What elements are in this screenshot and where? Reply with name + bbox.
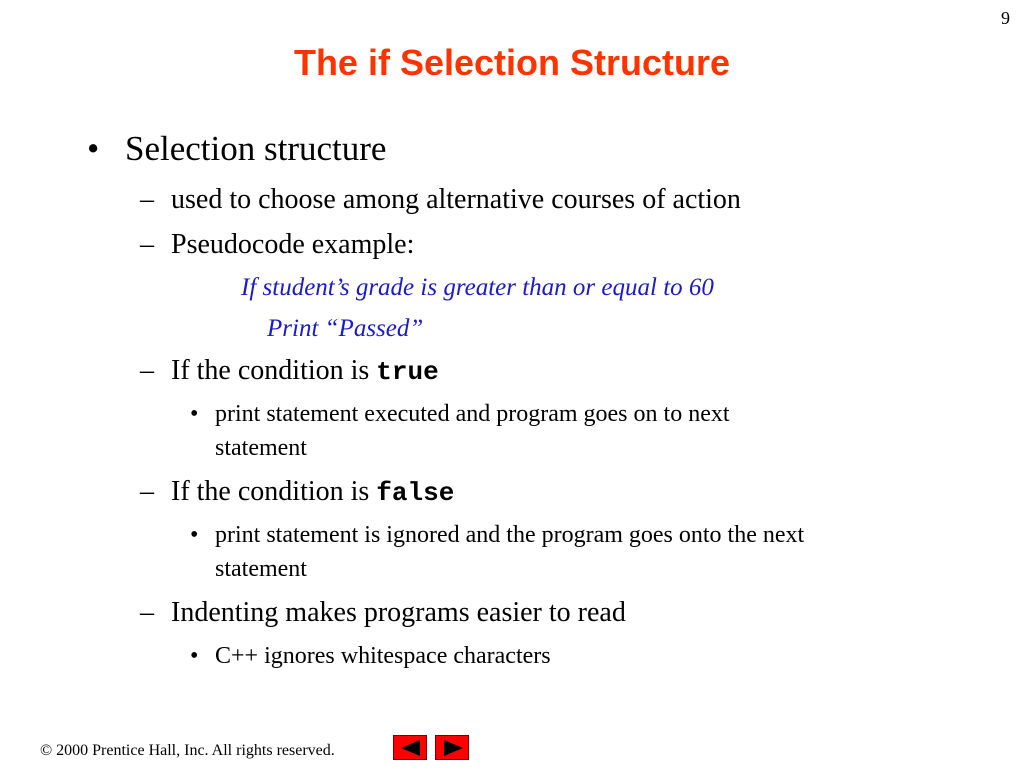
bullet-indenting: Indenting makes programs easier to read (171, 597, 626, 628)
if-false-prefix: If the condition is (171, 476, 377, 507)
sub-bullet-marker: • (190, 401, 199, 427)
arrow-right-icon (444, 740, 463, 756)
pseudocode-line-condition: If student’s grade is greater than or equal to 60 (241, 274, 714, 301)
dash-marker: – (140, 597, 154, 628)
next-slide-button[interactable] (435, 735, 469, 760)
dash-marker: – (140, 355, 154, 386)
pseudocode-line-print: Print “Passed” (267, 315, 424, 342)
bullet-marker: • (87, 129, 100, 168)
true-detail-line-1: print statement executed and program goes on to next (215, 401, 730, 427)
bullet-selection-structure: Selection structure (125, 129, 387, 168)
slide-title: The if Selection Structure (293, 42, 731, 83)
keyword-false: false (376, 478, 455, 508)
copyright-footer: © 2000 Prentice Hall, Inc. All rights reserved. (40, 742, 335, 759)
false-detail-line-2: statement (215, 556, 307, 582)
false-detail-line-1: print statement is ignored and the program goes onto the next (215, 522, 805, 548)
bullet-used-to-choose: used to choose among alternative courses of action (171, 184, 741, 215)
arrow-left-icon (401, 740, 420, 756)
bullet-if-true (171, 355, 439, 387)
keyword-true: true (376, 357, 439, 387)
sub-bullet-marker: • (190, 522, 199, 548)
slide-number: 9 (1001, 8, 1010, 28)
sub-bullet-marker: • (190, 643, 199, 669)
if-true-prefix: If the condition is (171, 355, 377, 386)
dash-marker: – (140, 476, 154, 507)
dash-marker: – (140, 184, 154, 215)
bullet-cpp-whitespace: C++ ignores whitespace characters (215, 643, 551, 669)
previous-slide-button[interactable] (393, 735, 427, 760)
dash-marker: – (140, 229, 154, 260)
bullet-pseudocode-example: Pseudocode example: (171, 229, 415, 260)
bullet-if-false (171, 476, 454, 508)
true-detail-line-2: statement (215, 435, 307, 461)
